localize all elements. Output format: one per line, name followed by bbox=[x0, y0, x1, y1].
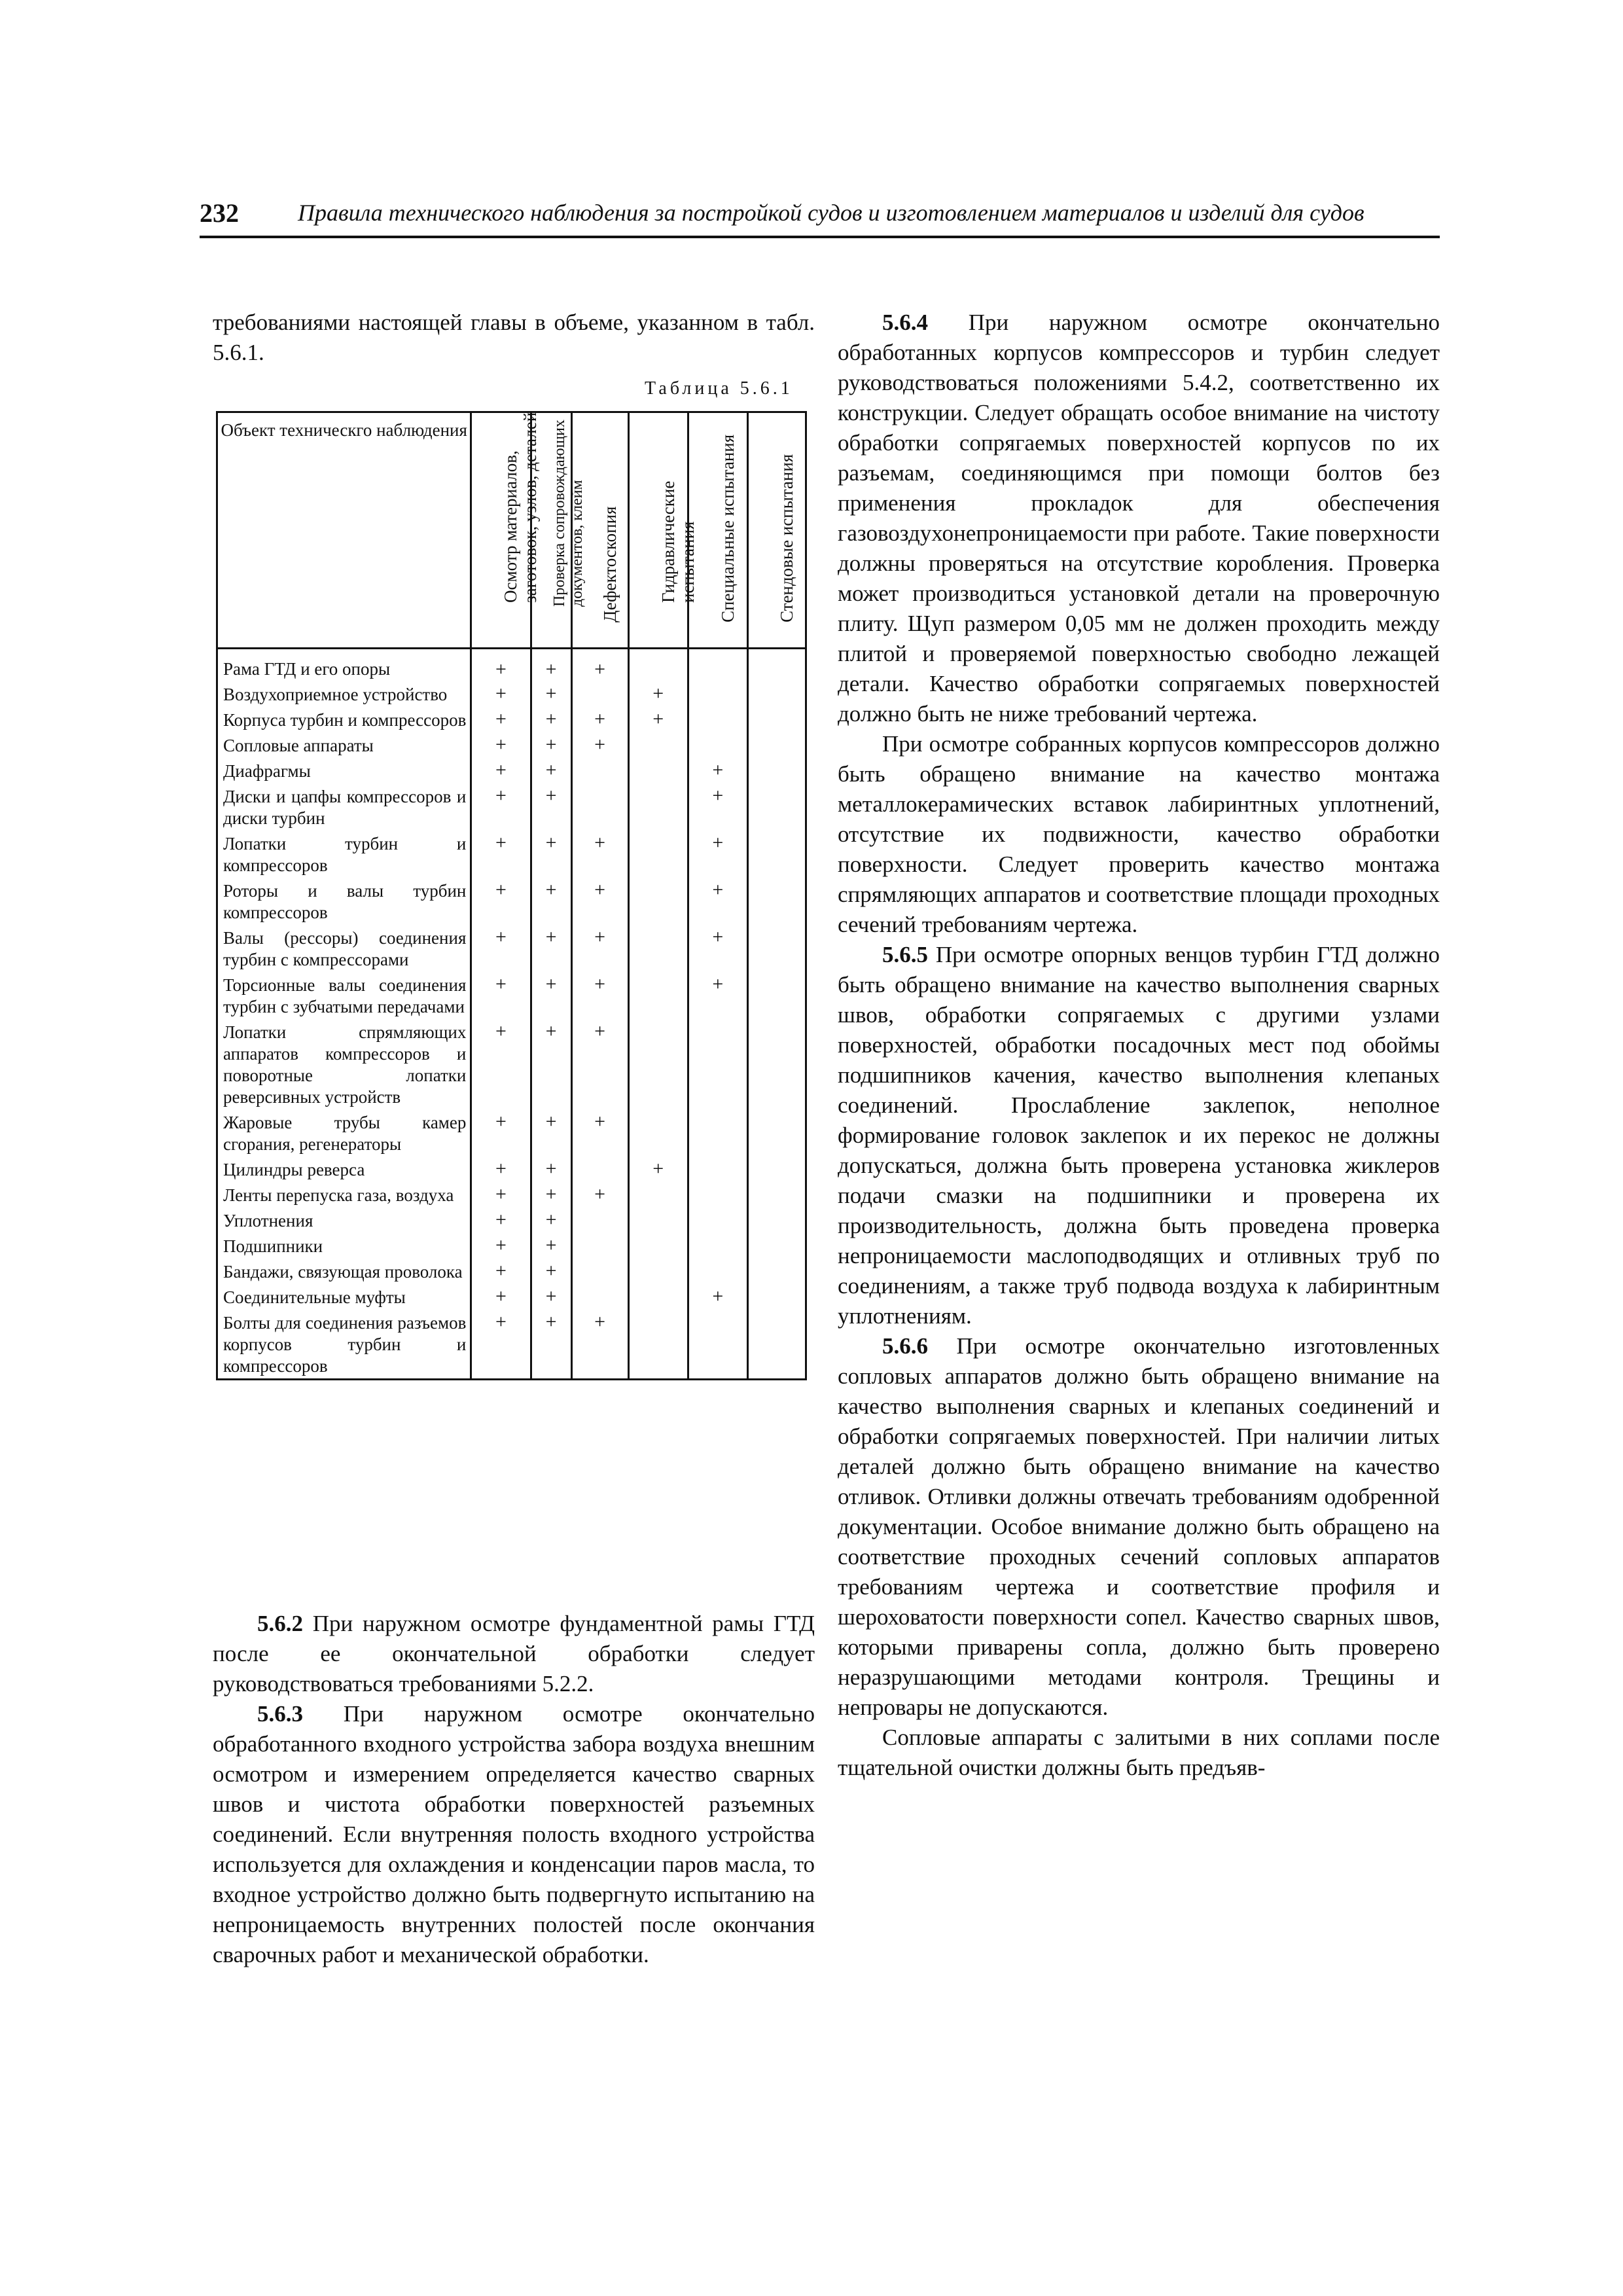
check-mark-cell: + bbox=[571, 1310, 628, 1380]
table-row bbox=[217, 732, 806, 758]
check-mark-cell bbox=[571, 1233, 628, 1259]
section-paragraph bbox=[838, 940, 1440, 1331]
check-mark-cell: + bbox=[531, 831, 571, 878]
table-row bbox=[217, 707, 806, 732]
row-object-name: Цилиндры реверса bbox=[217, 1157, 471, 1182]
check-mark-cell bbox=[747, 1182, 806, 1208]
section-text: При наружном осмотре окончательно обработанного входного устройства забора воздуха внешним осмотром и измерением определяется качество сварных швов и чистота обработки поверхностей разъемных соединений. Если внутренняя полость входного устройства используется для охлаждения и конденсации паров масла, то входное устройство должно быть подвергнуто испытанию на непроницаемость внутренних полостей после окончания сварочных работ и механической обработки. bbox=[213, 1701, 815, 1967]
check-mark-cell: + bbox=[688, 1284, 747, 1310]
check-mark-cell bbox=[628, 783, 688, 831]
row-object-name: Сопловые аппараты bbox=[217, 732, 471, 758]
table-row bbox=[217, 1109, 806, 1157]
check-mark-cell bbox=[747, 878, 806, 925]
check-mark-cell bbox=[628, 972, 688, 1019]
check-mark-cell: + bbox=[471, 925, 531, 972]
column-header-label: Гидравлические испытания bbox=[658, 480, 698, 603]
check-mark-cell bbox=[571, 1259, 628, 1284]
row-object-name: Торсионные валы соединения турбин с зубчатыми передачами bbox=[217, 972, 471, 1019]
check-mark-cell: + bbox=[471, 831, 531, 878]
check-mark-cell: + bbox=[571, 1019, 628, 1109]
check-mark-cell bbox=[688, 1182, 747, 1208]
check-mark-cell: + bbox=[571, 707, 628, 732]
column-header bbox=[471, 412, 541, 649]
table-body bbox=[217, 649, 806, 1380]
row-object-name: Диафрагмы bbox=[217, 758, 471, 783]
table-row bbox=[217, 1310, 806, 1380]
check-mark-cell: + bbox=[471, 972, 531, 1019]
table-row bbox=[217, 925, 806, 972]
section-number: 5.6.6 bbox=[882, 1333, 928, 1359]
column-header bbox=[747, 412, 806, 649]
check-mark-cell: + bbox=[471, 1157, 531, 1182]
check-mark-cell: + bbox=[688, 831, 747, 878]
check-mark-cell: + bbox=[471, 1109, 531, 1157]
table-header-row bbox=[217, 412, 806, 649]
row-object-name: Валы (рессоры) соединения турбин с компрессорами bbox=[217, 925, 471, 972]
check-mark-cell bbox=[628, 1284, 688, 1310]
check-mark-cell: + bbox=[628, 1157, 688, 1182]
check-mark-cell: + bbox=[688, 878, 747, 925]
check-mark-cell bbox=[747, 1259, 806, 1284]
check-mark-cell: + bbox=[531, 1310, 571, 1380]
check-mark-cell bbox=[571, 783, 628, 831]
check-mark-cell: + bbox=[571, 732, 628, 758]
check-mark-cell: + bbox=[531, 1259, 571, 1284]
check-mark-cell: + bbox=[688, 972, 747, 1019]
check-mark-cell bbox=[688, 1233, 747, 1259]
check-mark-cell bbox=[571, 1284, 628, 1310]
table-row bbox=[217, 1259, 806, 1284]
left-sections bbox=[213, 1609, 815, 1970]
row-object-name: Роторы и валы турбин компрессоров bbox=[217, 878, 471, 925]
check-mark-cell: + bbox=[471, 878, 531, 925]
inspection-table bbox=[216, 411, 807, 1380]
row-object-name: Жаровые трубы камер сгорания, регенераторы bbox=[217, 1109, 471, 1157]
check-mark-cell bbox=[628, 1109, 688, 1157]
check-mark-cell: + bbox=[571, 1182, 628, 1208]
page-number: 232 bbox=[200, 198, 239, 228]
check-mark-cell: + bbox=[531, 707, 571, 732]
section-number: 5.6.4 bbox=[882, 310, 928, 335]
check-mark-cell: + bbox=[531, 972, 571, 1019]
check-mark-cell: + bbox=[531, 783, 571, 831]
check-mark-cell bbox=[688, 1259, 747, 1284]
check-mark-cell bbox=[688, 1208, 747, 1233]
check-mark-cell bbox=[747, 1284, 806, 1310]
check-mark-cell: + bbox=[471, 1259, 531, 1284]
check-mark-cell bbox=[628, 831, 688, 878]
check-mark-cell bbox=[747, 1233, 806, 1259]
section-number: 5.6.3 bbox=[257, 1701, 303, 1727]
intro-paragraph: требованиями настоящей главы в объеме, указанном в табл. 5.6.1. bbox=[213, 310, 815, 365]
table-row bbox=[217, 681, 806, 707]
row-object-name: Диски и цапфы компрессоров и диски турбин bbox=[217, 783, 471, 831]
check-mark-cell: + bbox=[531, 732, 571, 758]
table-row bbox=[217, 1019, 806, 1109]
check-mark-cell: + bbox=[531, 758, 571, 783]
table-row bbox=[217, 1182, 806, 1208]
check-mark-cell bbox=[571, 1208, 628, 1233]
row-object-name: Болты для соединения разъемов корпусов турбин и компрессоров bbox=[217, 1310, 471, 1380]
check-mark-cell bbox=[688, 1019, 747, 1109]
check-mark-cell: + bbox=[471, 758, 531, 783]
check-mark-cell bbox=[688, 1109, 747, 1157]
check-mark-cell bbox=[628, 649, 688, 682]
check-mark-cell bbox=[747, 649, 806, 682]
row-object-name: Уплотнения bbox=[217, 1208, 471, 1233]
paragraph bbox=[838, 729, 1440, 940]
check-mark-cell: + bbox=[471, 1233, 531, 1259]
check-mark-cell: + bbox=[571, 878, 628, 925]
check-mark-cell bbox=[688, 707, 747, 732]
section-number: 5.6.2 bbox=[257, 1611, 303, 1636]
check-mark-cell: + bbox=[471, 1019, 531, 1109]
table-row bbox=[217, 758, 806, 783]
check-mark-cell: + bbox=[571, 972, 628, 1019]
column-header-label: Дефектоскопия bbox=[599, 506, 620, 622]
check-mark-cell bbox=[628, 878, 688, 925]
check-mark-cell bbox=[628, 1208, 688, 1233]
check-mark-cell bbox=[747, 681, 806, 707]
check-mark-cell: + bbox=[571, 649, 628, 682]
column-header bbox=[628, 412, 698, 649]
check-mark-cell: + bbox=[688, 758, 747, 783]
check-mark-cell bbox=[688, 1310, 747, 1380]
row-object-name: Подшипники bbox=[217, 1233, 471, 1259]
check-mark-cell bbox=[571, 1157, 628, 1182]
check-mark-cell bbox=[747, 732, 806, 758]
column-header-label: Стендовые испытания bbox=[776, 454, 796, 622]
check-mark-cell bbox=[628, 1310, 688, 1380]
row-object-name: Соединительные муфты bbox=[217, 1284, 471, 1310]
check-mark-cell: + bbox=[531, 925, 571, 972]
check-mark-cell: + bbox=[531, 1157, 571, 1182]
check-mark-cell bbox=[747, 831, 806, 878]
row-object-name: Рама ГТД и его опоры bbox=[217, 649, 471, 682]
table-row bbox=[217, 972, 806, 1019]
paragraph bbox=[838, 1723, 1440, 1783]
check-mark-cell: + bbox=[571, 831, 628, 878]
row-object-name: Ленты перепуска газа, воздуха bbox=[217, 1182, 471, 1208]
row-object-name: Корпуса турбин и компрессоров bbox=[217, 707, 471, 732]
check-mark-cell bbox=[628, 732, 688, 758]
object-column-header: Объект техническго наблюдения bbox=[217, 412, 471, 649]
check-mark-cell bbox=[628, 925, 688, 972]
right-column bbox=[838, 308, 1440, 1783]
column-header-label: Проверка сопровождающих документов, клейм bbox=[551, 420, 586, 607]
check-mark-cell: + bbox=[471, 783, 531, 831]
check-mark-cell: + bbox=[531, 1109, 571, 1157]
table-row bbox=[217, 1157, 806, 1182]
table-row bbox=[217, 831, 806, 878]
check-mark-cell: + bbox=[628, 707, 688, 732]
section-paragraph bbox=[213, 1699, 815, 1970]
check-mark-cell: + bbox=[471, 707, 531, 732]
check-mark-cell: + bbox=[531, 1233, 571, 1259]
page-header bbox=[200, 198, 1440, 238]
check-mark-cell bbox=[628, 1259, 688, 1284]
check-mark-cell: + bbox=[531, 681, 571, 707]
check-mark-cell: + bbox=[688, 925, 747, 972]
check-mark-cell: + bbox=[571, 925, 628, 972]
check-mark-cell: + bbox=[688, 783, 747, 831]
check-mark-cell bbox=[747, 1310, 806, 1380]
check-mark-cell bbox=[747, 758, 806, 783]
check-mark-cell: + bbox=[531, 878, 571, 925]
check-mark-cell: + bbox=[471, 732, 531, 758]
check-mark-cell bbox=[747, 972, 806, 1019]
check-mark-cell: + bbox=[531, 649, 571, 682]
table-row bbox=[217, 878, 806, 925]
check-mark-cell: + bbox=[531, 1019, 571, 1109]
row-object-name: Бандажи, связующая проволока bbox=[217, 1259, 471, 1284]
check-mark-cell: + bbox=[531, 1182, 571, 1208]
column-header-label: Осмотр материалов, заготовок, узлов, деталей bbox=[501, 412, 541, 603]
section-text: При наружном осмотре окончательно обработанных корпусов компрессоров и турбин следует руководствоваться положениями 5.4.2, соответственно их конструкции. Следует обращать особое внимание на чистоту обработки сопрягаемых поверхностей корпусов по их разъемам, соединяющимся при помощи болтов без применения прокладок для обеспечения газовоздухонепроницаемости при работе. Такие поверхности должны проверяться на отсутствие коробления. Проверка может производиться установкой детали на проверочную плиту. Щуп размером 0,05 мм не должен проходить между плитой и проверяемой поверхностью свободно лежащей детали. Качество обработки сопрягаемых поверхностей должно быть не ниже требований чертежа. bbox=[838, 310, 1440, 726]
table-row bbox=[217, 1208, 806, 1233]
check-mark-cell bbox=[747, 707, 806, 732]
check-mark-cell bbox=[688, 732, 747, 758]
section-text: При осмотре опорных венцов турбин ГТД должно быть обращено внимание на качество выполнения сварных швов, обработки сопрягаемых с другими узлами поверхностей, обработки посадочных мест под обоймы подшипников качения, качество выполнения клепаных соединений. Прослабление заклепок, неполное формирование головок заклепок и их перекос не должны допускаться, должна быть проверена установка жиклеров подачи смазки на подшипники и проверена их производительность, должна быть проведена проверка непроницаемости маслоподводящих и отливных труб по соединениям, а также труб подвода воздуха к лабиринтным уплотнениям. bbox=[838, 942, 1440, 1329]
check-mark-cell: + bbox=[628, 681, 688, 707]
column-header bbox=[571, 412, 628, 649]
running-title: Правила технического наблюдения за постройкой судов и изготовлением материалов и изделий для судов bbox=[298, 200, 1364, 226]
table-caption: Таблица 5.6.1 bbox=[645, 378, 793, 399]
check-mark-cell bbox=[628, 1019, 688, 1109]
row-object-name: Лопатки спрямляющих аппаратов компрессоров и поворотные лопатки реверсивных устройств bbox=[217, 1019, 471, 1109]
check-mark-cell bbox=[628, 758, 688, 783]
check-mark-cell bbox=[688, 1157, 747, 1182]
left-column bbox=[213, 308, 815, 368]
column-header bbox=[688, 412, 747, 649]
check-mark-cell bbox=[747, 783, 806, 831]
section-number: 5.6.5 bbox=[882, 942, 928, 967]
check-mark-cell bbox=[628, 1182, 688, 1208]
check-mark-cell bbox=[747, 925, 806, 972]
check-mark-cell bbox=[688, 649, 747, 682]
check-mark-cell bbox=[628, 1233, 688, 1259]
check-mark-cell: + bbox=[471, 1208, 531, 1233]
section-text: При наружном осмотре фундаментной рамы ГТД после ее окончательной обработки следует руководствоваться требованиями 5.2.2. bbox=[213, 1611, 815, 1696]
check-mark-cell: + bbox=[471, 1310, 531, 1380]
check-mark-cell bbox=[688, 681, 747, 707]
check-mark-cell: + bbox=[531, 1208, 571, 1233]
check-mark-cell bbox=[747, 1208, 806, 1233]
column-header-label: Специальные испытания bbox=[717, 434, 738, 622]
check-mark-cell bbox=[747, 1157, 806, 1182]
check-mark-cell bbox=[747, 1019, 806, 1109]
check-mark-cell bbox=[571, 681, 628, 707]
check-mark-cell: + bbox=[471, 681, 531, 707]
section-text: При осмотре окончательно изготовленных сопловых аппаратов должно быть обращено внимание на качество выполнения сварных и клепаных соединений и обработки сопрягаемых поверхностей. При наличии литых деталей должно быть обращено внимание на качество отливок. Отливки должны отвечать требованиям одобренной документации. Особое внимание должно быть обращено на соответствие проходных сечений сопловых аппаратов требованиям чертежа и соответствие профиля и шероховатости поверхности сопел. Качество сварных швов, которыми приварены сопла, должно быть проверено неразрушающими методами контроля. Трещины и непровары не допускаются. bbox=[838, 1333, 1440, 1720]
table-row bbox=[217, 649, 806, 682]
check-mark-cell: + bbox=[531, 1284, 571, 1310]
check-mark-cell: + bbox=[471, 1284, 531, 1310]
check-mark-cell: + bbox=[471, 1182, 531, 1208]
check-mark-cell bbox=[747, 1109, 806, 1157]
paragraph-text: Сопловые аппараты с залитыми в них соплами после тщательной очистки должны быть предъяв- bbox=[838, 1725, 1440, 1780]
check-mark-cell: + bbox=[471, 649, 531, 682]
table-row bbox=[217, 1233, 806, 1259]
check-mark-cell: + bbox=[571, 1109, 628, 1157]
section-paragraph bbox=[838, 1331, 1440, 1723]
row-object-name: Лопатки турбин и компрессоров bbox=[217, 831, 471, 878]
check-mark-cell bbox=[571, 758, 628, 783]
row-object-name: Воздухоприемное устройство bbox=[217, 681, 471, 707]
section-paragraph bbox=[838, 308, 1440, 729]
section-paragraph bbox=[213, 1609, 815, 1699]
table-row bbox=[217, 783, 806, 831]
table-row bbox=[217, 1284, 806, 1310]
column-header bbox=[531, 412, 586, 649]
paragraph-text: При осмотре собранных корпусов компрессоров должно быть обращено внимание на качество монтажа металлокерамических вставок лабиринтных уплотнений, отсутствие их подвижности, качество обработки поверхности. Следует проверить качество монтажа спрямляющих аппаратов и соответствие площади проходных сечений требованиям чертежа. bbox=[838, 731, 1440, 937]
